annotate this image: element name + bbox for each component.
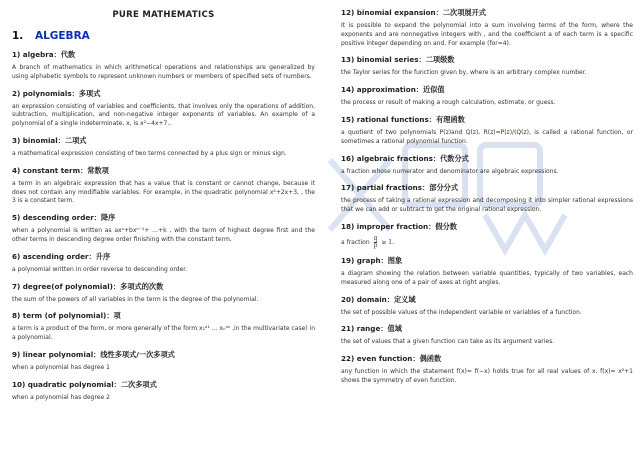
entry-heading bbox=[341, 85, 633, 95]
entry-definition: a fraction whose numerator and denominator are algebraic expressions. bbox=[341, 167, 559, 175]
entry-term-cn: 定义域 bbox=[393, 294, 416, 304]
entry-definition: the process or result of making a rough calculation, estimate, or guess. bbox=[341, 99, 556, 107]
entry-heading bbox=[12, 311, 315, 321]
entry bbox=[341, 154, 633, 177]
entry-term: 3) binomial： bbox=[12, 135, 65, 145]
entry-term-cn: 降序 bbox=[100, 213, 116, 223]
entry bbox=[12, 166, 315, 206]
entry bbox=[341, 55, 633, 78]
document-title: PURE MATHEMATICS bbox=[112, 10, 215, 20]
entry-heading bbox=[341, 324, 633, 334]
entry-definition: a term in an algebraic expression that has a value that is constant or cannot change, because it does not contain any modifiable variables. For example, in the quadratic polynomial x²+2x+3, , the 3 is a constant term. bbox=[12, 179, 315, 205]
entry-term: 20) domain： bbox=[341, 294, 394, 304]
entry-heading bbox=[341, 115, 633, 125]
entry-definition: the set of values that a given function can take as its argument varies. bbox=[341, 338, 555, 346]
entry bbox=[12, 136, 315, 159]
entry-term: 12) binomial expansion： bbox=[341, 8, 443, 17]
entry-heading bbox=[12, 166, 315, 176]
entry-heading bbox=[12, 252, 315, 262]
entry-term: 22) even function： bbox=[341, 354, 420, 364]
entry-heading bbox=[341, 256, 633, 266]
entry-heading bbox=[12, 213, 315, 223]
entry-heading bbox=[12, 136, 315, 146]
entry-heading bbox=[341, 154, 633, 164]
entry-heading bbox=[12, 350, 315, 360]
chapter-heading bbox=[12, 30, 315, 42]
entry-term-cn: 假分数 bbox=[435, 221, 457, 231]
entry-definition: when a polynomial has degree 2 bbox=[12, 393, 110, 401]
entry-definition: the set of possible values of the independent variable or variables of a function. bbox=[341, 308, 582, 316]
entry-term-cn: 二次项展开式 bbox=[442, 8, 486, 17]
entry bbox=[12, 311, 315, 343]
entry-term: 19) graph： bbox=[341, 255, 388, 265]
entry bbox=[341, 222, 633, 249]
fraction-denominator: p bbox=[373, 241, 378, 249]
entry-term: 21) range： bbox=[341, 324, 388, 334]
entry-term: 15) rational functions： bbox=[341, 114, 436, 124]
entry-term: 2) polynomials： bbox=[12, 88, 79, 98]
entry bbox=[341, 324, 633, 347]
entry-term-cn: 多项式 bbox=[78, 88, 101, 98]
chapter-number: 1. bbox=[12, 30, 24, 42]
entry-term: 18) improper fraction： bbox=[341, 221, 436, 231]
entry-definition: A branch of mathematics in which arithmetical operations and relationships are generalized by using alphabetic symbols to represent unknown numbers or members of specified sets of numbers. bbox=[12, 64, 315, 80]
entry-definition: when a polynomial has degree 1 bbox=[12, 363, 110, 371]
entry-term-cn: 代数分式 bbox=[440, 153, 469, 163]
entry-term-cn: 代数 bbox=[60, 50, 76, 59]
entry bbox=[341, 183, 633, 215]
right-column bbox=[341, 8, 633, 393]
entry-term-cn: 图象 bbox=[387, 255, 403, 265]
entry-definition-text: a fraction bbox=[341, 238, 370, 246]
entry bbox=[12, 89, 315, 129]
entry-term-cn: 多项式的次数 bbox=[120, 281, 164, 291]
entry-term-cn: 二项式 bbox=[64, 135, 87, 145]
entry-definition: the sum of the powers of all variables in the term is the degree of the polynomial. bbox=[12, 295, 259, 303]
entry bbox=[341, 295, 633, 318]
entry-term-cn: 常数项 bbox=[87, 165, 109, 175]
entry bbox=[341, 115, 633, 147]
entry-term: 17) partial fractions： bbox=[341, 183, 430, 193]
entry bbox=[341, 85, 633, 108]
entry-term: 4) constant term： bbox=[12, 165, 88, 175]
entry-term-cn: 二项级数 bbox=[425, 55, 455, 65]
entry-term: 16) algebraic fractions： bbox=[341, 153, 441, 163]
entry-term: 1) algebra： bbox=[12, 50, 61, 59]
entry-definition: any function in which the statement f(x)= f(−x) holds true for all real values of x. f(x)= x²+1 shows the symmetry of even function. bbox=[341, 368, 633, 384]
entry-definition: a mathematical expression consisting of two terms connected by a plus sign or minus sign. bbox=[12, 149, 287, 157]
entry-term: 9) linear polynomial： bbox=[12, 349, 101, 359]
entry-definition: the process of taking a rational expression and decomposing it into simpler rational expressions that we can add or subtract to get the original rational expression. bbox=[341, 197, 633, 214]
entry-definition: an expression consisting of variables and coefficients, that involves only the operations of addition, subtraction, multiplication, and non-negative integer exponents of variables. An example of a polynomial of a single indeterminate, x, is x²−4x+7.. bbox=[12, 102, 315, 128]
entry-heading bbox=[341, 222, 633, 232]
entry-term: 8) term (of polynomial)： bbox=[12, 311, 114, 321]
entry-heading bbox=[12, 282, 315, 292]
entry bbox=[12, 252, 315, 275]
fraction-formula bbox=[374, 236, 378, 249]
entry-term: 14) approximation： bbox=[341, 85, 423, 95]
entry-term-cn: 线性多项式/一次多项式 bbox=[100, 349, 175, 359]
entry-definition bbox=[341, 236, 633, 249]
entry-definition: a diagram showing the relation between variable quantities, typically of two variables, each measured along one of a pair of axes at right angles. bbox=[341, 269, 633, 286]
entry-term-cn: 值域 bbox=[387, 324, 402, 334]
entry-heading bbox=[341, 8, 633, 18]
entry bbox=[341, 354, 633, 386]
entry-term: 10) quadratic polynomial： bbox=[12, 379, 121, 389]
entry bbox=[341, 8, 633, 48]
entry-term-cn: 近似值 bbox=[423, 85, 445, 95]
entry-term-cn: 项 bbox=[113, 311, 121, 321]
entry-term-cn: 偶函数 bbox=[419, 354, 442, 364]
entry-heading bbox=[12, 380, 315, 390]
entry-heading bbox=[341, 55, 633, 65]
entry bbox=[12, 282, 315, 305]
fraction-condition: ≥ 1. bbox=[381, 238, 394, 246]
entry-term-cn: 部分分式 bbox=[429, 183, 459, 193]
entry-definition: the Taylor series for the function given by, where is an arbitrary complex number. bbox=[341, 69, 587, 77]
entry-term: 6) ascending order： bbox=[12, 251, 96, 261]
entry bbox=[341, 256, 633, 288]
entry-term: 13) binomial series： bbox=[341, 55, 426, 65]
entry-heading bbox=[341, 354, 633, 364]
left-column bbox=[12, 8, 315, 410]
entry-definition: when a polynomial is written as axⁿ+bxⁿ⁻¹+ …+k , with the term of highest degree first and the other terms in descending degree order finishing with the constant term. bbox=[12, 227, 315, 243]
entry-definition: a polynomial written in order reverse to descending order. bbox=[12, 265, 188, 273]
entry-definition: It is possible to expand the polynomial into a sum involving terms of the form, where the exponents and are nonnegative integers with , and the coefficient a of each term is a specific positive integer depending on and. For example (for=4). bbox=[341, 22, 633, 47]
fraction-numerator: q bbox=[373, 234, 378, 242]
entry-heading bbox=[12, 50, 315, 60]
entry-term: 5) descending order： bbox=[12, 213, 101, 223]
entry-term-cn: 有理函数 bbox=[436, 114, 465, 124]
entry-definition: a quotient of two polynomials P(z)and Q(z), R(z)=P(z)/(Q(z), is called a rational function, or sometimes a rational polynomial function. bbox=[341, 128, 633, 145]
entry-term-cn: 升序 bbox=[95, 251, 111, 261]
entry-definition: a term is a product of the form, or more generally of the form x₁ᵃ¹ … xₙᵃⁿ ,in the multivariate case) in a polynomial. bbox=[12, 325, 316, 342]
entry bbox=[12, 380, 315, 403]
entry-heading bbox=[12, 89, 315, 99]
entry-heading bbox=[341, 183, 633, 193]
entry-term-cn: 二次多项式 bbox=[120, 379, 157, 389]
entry-heading bbox=[341, 295, 633, 305]
chapter-name: ALGEBRA bbox=[34, 30, 90, 42]
entry-term: 7) degree(of polynomial)： bbox=[12, 281, 121, 291]
entry bbox=[12, 50, 315, 82]
entry bbox=[12, 213, 315, 245]
entry bbox=[12, 350, 315, 373]
